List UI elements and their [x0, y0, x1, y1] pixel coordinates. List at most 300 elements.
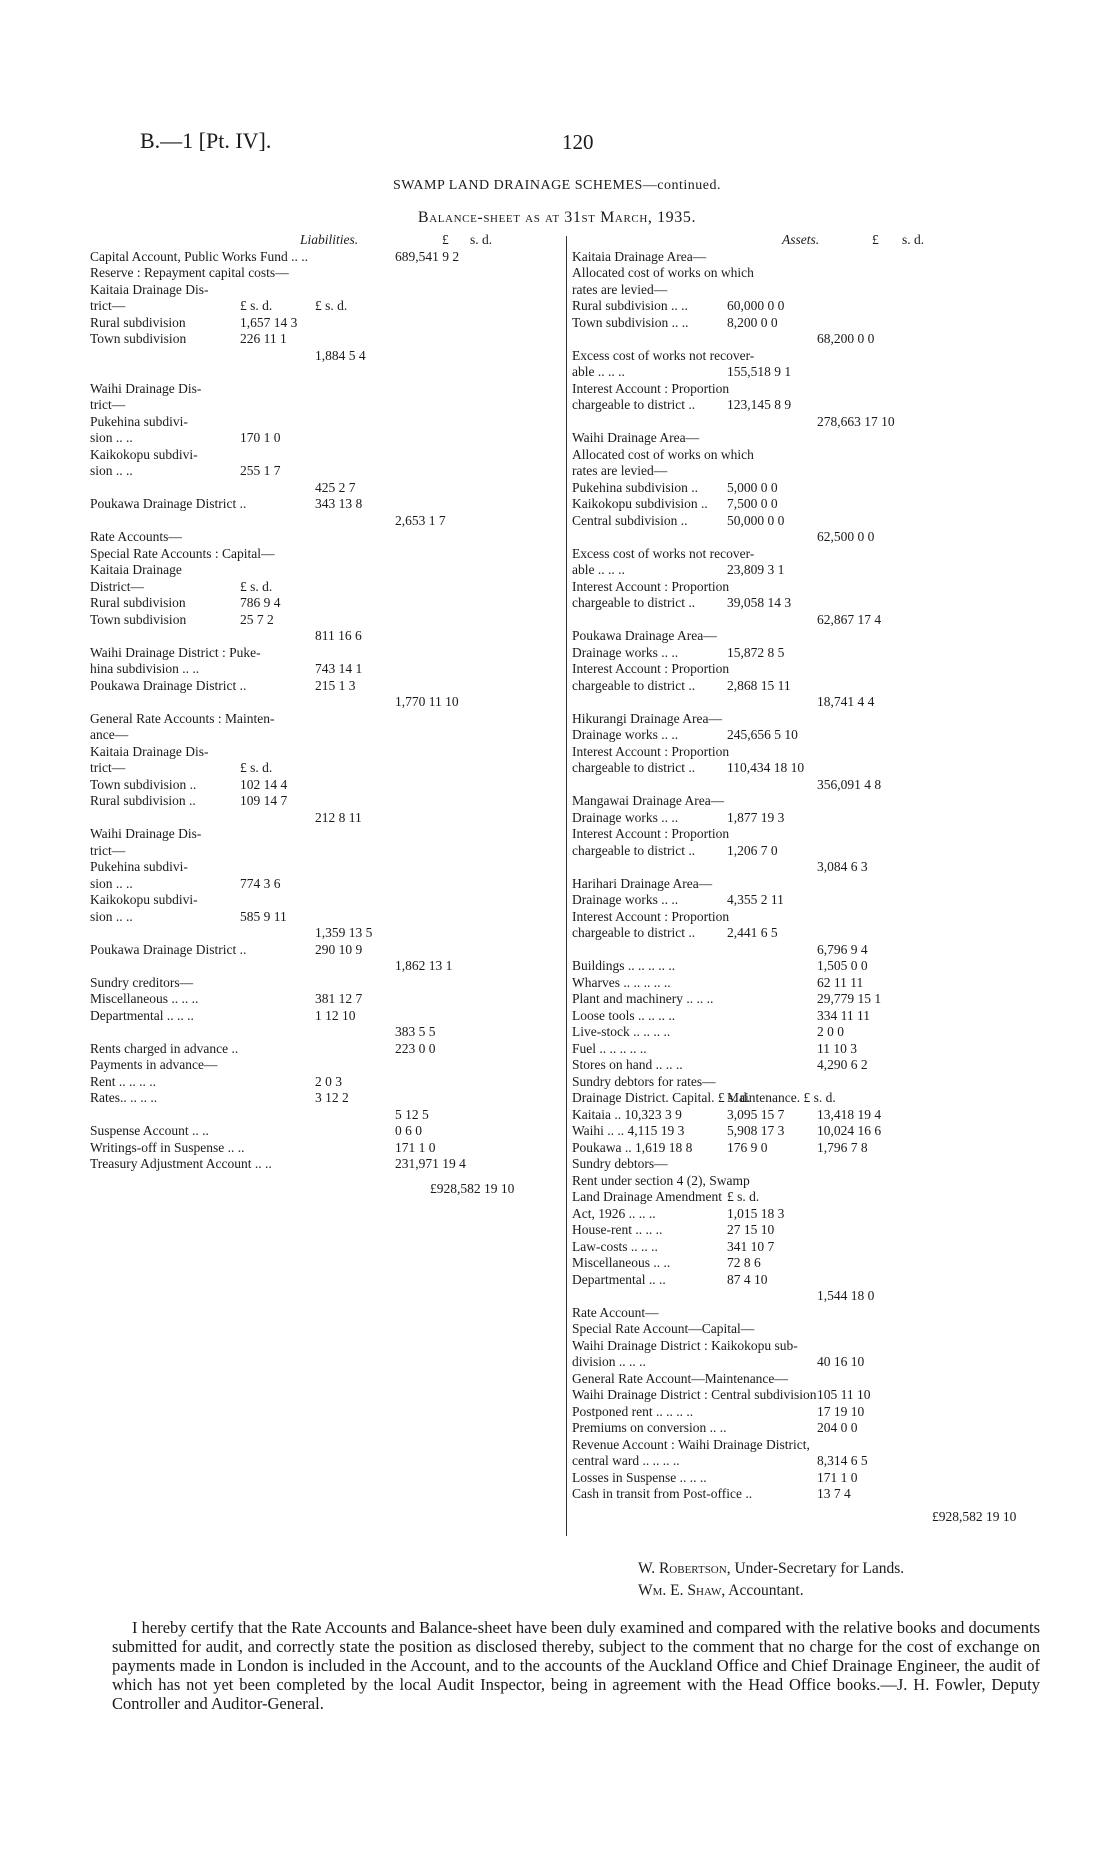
row-subtotal: 13 7 4 — [817, 1486, 851, 1501]
row-total: 5 12 5 — [395, 1106, 429, 1122]
row-label: Act, 1926 .. .. .. — [572, 1205, 656, 1221]
row-inner-amount: 3,095 15 7 — [727, 1106, 785, 1122]
table-row — [572, 942, 1050, 959]
table-row — [90, 975, 568, 992]
row-total: 383 5 5 — [395, 1024, 436, 1039]
table-row — [572, 595, 1050, 612]
table-row — [90, 876, 568, 893]
row-subtotal: 811 16 6 — [315, 628, 362, 643]
table-row — [572, 612, 1050, 629]
row-label: Buildings .. .. .. .. .. — [572, 958, 676, 973]
table-row — [90, 430, 568, 447]
table-row — [572, 579, 1050, 596]
row-label: chargeable to district .. — [572, 760, 696, 775]
table-row — [90, 859, 568, 876]
table-row — [90, 1123, 568, 1140]
sd-header: s. d. — [470, 232, 493, 247]
row-label: Plant and machinery .. .. .. — [572, 991, 714, 1006]
row-label: Postponed rent .. .. .. .. — [572, 1403, 694, 1419]
row-label: trict— — [90, 842, 126, 858]
row-inner-amount: 87 4 10 — [727, 1271, 768, 1287]
table-row — [90, 364, 568, 381]
row-label: Waihi Drainage Dis- — [90, 380, 202, 396]
table-row — [572, 315, 1050, 332]
row-label: Fuel .. .. .. .. .. — [572, 1040, 647, 1056]
table-row — [90, 628, 568, 645]
row-subtotal: 334 11 11 — [817, 1007, 870, 1023]
row-inner-amount: 72 8 6 — [727, 1255, 761, 1270]
row-label: Drainage works .. .. — [572, 809, 679, 825]
row-label: hina subdivision .. .. — [90, 661, 200, 676]
table-row — [90, 909, 568, 926]
row-label: Waihi .. .. 4,115 19 3 — [572, 1123, 685, 1138]
row-label: trict— — [90, 397, 126, 412]
table-row — [90, 1024, 568, 1041]
row-label: Rate Accounts— — [90, 529, 182, 544]
table-row — [572, 381, 1050, 398]
row-label: chargeable to district .. — [572, 842, 696, 858]
table-row — [572, 1057, 1050, 1074]
row-label: House-rent .. .. .. — [572, 1222, 663, 1237]
row-subtotal: 1,505 0 0 — [817, 958, 868, 973]
row-inner-amount: £ s. d. — [240, 578, 273, 594]
table-row — [572, 546, 1050, 563]
row-inner-amount: 50,000 0 0 — [727, 512, 785, 528]
table-row — [572, 1024, 1050, 1041]
table-row — [572, 925, 1050, 942]
row-label: Interest Account : Proportion — [572, 578, 730, 594]
row-label: Interest Account : Proportion — [572, 908, 730, 924]
row-inner-amount: £ s. d. — [240, 760, 273, 775]
row-inner-amount: 226 11 1 — [240, 331, 287, 346]
row-total: 1,770 11 10 — [395, 694, 459, 709]
row-total: 0 6 0 — [395, 1123, 422, 1138]
row-label: Town subdivision .. .. — [572, 314, 689, 330]
assets-total: £928,582 19 10 — [932, 1508, 1017, 1524]
row-label: Town subdivision — [90, 331, 187, 346]
row-label: Rural subdivision .. .. — [572, 298, 688, 313]
assets-heading: Assets. — [782, 232, 820, 247]
table-row — [572, 711, 1050, 728]
row-label: Departmental .. .. — [572, 1271, 666, 1287]
row-label: Waihi Drainage Dis- — [90, 826, 202, 841]
row-subtotal: 2 0 3 — [315, 1073, 342, 1089]
row-inner-amount: 27 15 10 — [727, 1222, 775, 1237]
row-total: 1,862 13 1 — [395, 958, 453, 973]
table-row — [90, 463, 568, 480]
table-row — [90, 579, 568, 596]
row-inner-amount: 60,000 0 0 — [727, 298, 785, 313]
row-inner-amount: 1,877 19 3 — [727, 809, 785, 825]
table-row — [572, 628, 1050, 645]
table-row — [572, 1255, 1050, 1272]
row-inner-amount: 2,441 6 5 — [727, 925, 778, 940]
row-subtotal: 381 12 7 — [315, 991, 363, 1006]
table-row — [90, 480, 568, 497]
table-row — [572, 1354, 1050, 1371]
row-label: Loose tools .. .. .. .. — [572, 1007, 676, 1023]
table-row — [572, 447, 1050, 464]
row-label: General Rate Accounts : Mainten- — [90, 710, 275, 726]
table-row — [572, 1371, 1050, 1388]
row-label: Capital Account, Public Works Fund .. .. — [90, 248, 309, 264]
row-label: Land Drainage Amendment — [572, 1189, 722, 1204]
table-row — [572, 414, 1050, 431]
table-row — [90, 249, 568, 266]
table-row — [90, 546, 568, 563]
row-label: Departmental .. .. .. — [90, 1007, 194, 1023]
table-row — [572, 1090, 1050, 1107]
row-label: chargeable to district .. — [572, 677, 696, 693]
row-label: Rate Account— — [572, 1304, 659, 1320]
row-label: Excess cost of works not recover- — [572, 347, 755, 363]
row-inner-amount: 1,015 18 3 — [727, 1205, 785, 1221]
row-inner-amount: 23,809 3 1 — [727, 562, 785, 577]
table-row — [572, 1206, 1050, 1223]
table-row — [90, 1041, 568, 1058]
liabilities-total: £928,582 19 10 — [430, 1180, 515, 1196]
table-row — [572, 331, 1050, 348]
row-inner-amount: 2,868 15 11 — [727, 677, 791, 693]
row-subtotal: £ s. d. — [315, 298, 348, 313]
table-row — [572, 463, 1050, 480]
pound-header: £ — [872, 232, 879, 247]
row-label: division .. .. .. — [572, 1354, 646, 1369]
table-row — [90, 381, 568, 398]
row-label: sion .. .. — [90, 430, 133, 445]
row-label: Waihi Drainage District : Puke- — [90, 644, 261, 660]
table-row — [572, 727, 1050, 744]
row-label: Allocated cost of works on which — [572, 265, 754, 280]
row-subtotal: 1,544 18 0 — [817, 1288, 875, 1303]
table-row — [572, 562, 1050, 579]
row-label: Kaitaia Drainage — [90, 562, 182, 577]
table-row — [572, 678, 1050, 695]
row-subtotal: 290 10 9 — [315, 941, 363, 957]
table-row — [572, 1453, 1050, 1470]
row-label: Kaitaia .. 10,323 3 9 — [572, 1106, 682, 1122]
row-label: Rent .. .. .. .. — [90, 1073, 156, 1089]
table-row — [572, 826, 1050, 843]
table-row — [572, 1074, 1050, 1091]
table-row — [572, 1239, 1050, 1256]
row-label: sion .. .. — [90, 875, 133, 891]
table-row — [90, 562, 568, 579]
row-label: Premiums on conversion .. .. — [572, 1420, 727, 1435]
table-row — [90, 942, 568, 959]
table-row — [572, 1321, 1050, 1338]
document-reference: B.—1 [Pt. IV]. — [140, 128, 272, 153]
table-row — [572, 1140, 1050, 1157]
table-row — [572, 810, 1050, 827]
table-row — [572, 298, 1050, 315]
row-inner-amount: 245,656 5 10 — [727, 727, 798, 742]
row-label: Central subdivision .. — [572, 512, 688, 528]
row-label: ance— — [90, 727, 129, 742]
assets-column — [572, 232, 1050, 1525]
table-row — [572, 909, 1050, 926]
row-label: Special Rate Account—Capital— — [572, 1321, 755, 1336]
page-number: 120 — [562, 130, 594, 154]
row-inner-amount: 25 7 2 — [240, 611, 274, 627]
table-row — [90, 810, 568, 827]
row-subtotal: 11 10 3 — [817, 1040, 857, 1056]
row-subtotal: 10,024 16 6 — [817, 1123, 882, 1138]
row-subtotal: 2 0 0 — [817, 1024, 844, 1039]
row-subtotal: 62 11 11 — [817, 974, 864, 990]
table-row — [90, 298, 568, 315]
table-row — [572, 496, 1050, 513]
row-label: Excess cost of works not recover- — [572, 545, 755, 561]
table-row — [572, 397, 1050, 414]
table-row — [572, 1404, 1050, 1421]
table-row — [90, 331, 568, 348]
row-label: trict— — [90, 760, 126, 775]
row-subtotal: 62,867 17 4 — [817, 611, 882, 627]
row-label: Payments in advance— — [90, 1057, 218, 1072]
row-subtotal: 212 8 11 — [315, 809, 362, 825]
table-row — [90, 678, 568, 695]
table-row — [572, 249, 1050, 266]
table-row — [90, 694, 568, 711]
row-label: Rural subdivision .. — [90, 793, 196, 808]
row-inner-amount: £ s. d. — [727, 1189, 760, 1204]
table-row — [90, 826, 568, 843]
table-row — [572, 1338, 1050, 1355]
page-title: SWAMP LAND DRAINAGE SCHEMES—continued. — [392, 178, 722, 193]
row-inner-amount: 170 1 0 — [240, 430, 281, 445]
row-subtotal: 6,796 9 4 — [817, 941, 868, 957]
row-subtotal: 356,091 4 8 — [817, 776, 882, 792]
row-subtotal: 18,741 4 4 — [817, 694, 875, 709]
row-inner-amount: 7,500 0 0 — [727, 496, 778, 511]
table-row — [572, 661, 1050, 678]
row-inner-amount: 774 3 6 — [240, 875, 281, 891]
row-label: Wharves .. .. .. .. .. — [572, 974, 671, 990]
row-label: Allocated cost of works on which — [572, 446, 754, 462]
row-label: Town subdivision — [90, 611, 187, 627]
table-row — [90, 1090, 568, 1107]
table-row — [572, 1288, 1050, 1305]
row-label: Kaitaia Drainage Dis- — [90, 281, 209, 297]
table-row — [90, 744, 568, 761]
table-row — [90, 711, 568, 728]
table-row — [90, 1074, 568, 1091]
row-subtotal: 1,359 13 5 — [315, 925, 373, 940]
row-subtotal: 204 0 0 — [817, 1420, 858, 1435]
table-row — [572, 529, 1050, 546]
table-row — [572, 694, 1050, 711]
row-label: able .. .. .. — [572, 364, 625, 379]
table-row — [90, 513, 568, 530]
signatory-title: Accountant. — [728, 1582, 804, 1599]
table-row — [572, 859, 1050, 876]
row-inner-amount: 176 9 0 — [727, 1139, 768, 1155]
table-row — [90, 661, 568, 678]
liabilities-heading: Liabilities. — [300, 232, 359, 247]
row-inner-amount: 255 1 7 — [240, 463, 281, 478]
row-subtotal: 1 12 10 — [315, 1007, 356, 1023]
row-subtotal: 4,290 6 2 — [817, 1057, 868, 1072]
row-subtotal: 343 13 8 — [315, 496, 363, 511]
row-label: Interest Account : Proportion — [572, 380, 730, 396]
table-row — [90, 496, 568, 513]
table-row — [90, 892, 568, 909]
table-row — [572, 1305, 1050, 1322]
row-inner-amount: 4,355 2 11 — [727, 892, 784, 907]
row-label: Stores on hand .. .. .. — [572, 1057, 683, 1072]
row-label: Pukehina subdivision .. — [572, 479, 699, 495]
row-label: Rates.. .. .. .. — [90, 1090, 158, 1105]
row-label: rates are levied— — [572, 281, 668, 297]
table-row — [572, 1123, 1050, 1140]
signatory-title: Under-Secretary for Lands. — [734, 1560, 905, 1577]
row-subtotal: 743 14 1 — [315, 661, 363, 676]
table-row — [572, 1420, 1050, 1437]
row-inner-amount: 341 10 7 — [727, 1238, 775, 1254]
row-label: Harihari Drainage Area— — [572, 875, 713, 891]
row-label: Pukehina subdivi- — [90, 859, 188, 874]
table-row — [572, 645, 1050, 662]
row-label: Poukawa Drainage District .. — [90, 941, 247, 957]
row-label: Sundry debtors— — [572, 1156, 668, 1171]
table-row — [90, 348, 568, 365]
row-subtotal: 278,663 17 10 — [817, 413, 895, 429]
row-label: Writings-off in Suspense .. .. — [90, 1139, 245, 1155]
row-inner-amount: 1,657 14 3 — [240, 314, 298, 330]
row-label: Live-stock .. .. .. .. — [572, 1024, 671, 1039]
row-label: Law-costs .. .. .. — [572, 1238, 658, 1254]
row-subtotal: 3 12 2 — [315, 1090, 349, 1105]
table-row — [572, 744, 1050, 761]
table-row — [90, 991, 568, 1008]
table-row — [90, 793, 568, 810]
row-inner-amount: 102 14 4 — [240, 776, 288, 792]
row-label: Poukawa Drainage Area— — [572, 628, 717, 643]
table-row — [90, 414, 568, 431]
row-subtotal: 1,796 7 8 — [817, 1139, 868, 1155]
row-label: Waihi Drainage Area— — [572, 430, 700, 445]
row-subtotal: 1,884 5 4 — [315, 347, 366, 363]
row-total: 223 0 0 — [395, 1040, 436, 1056]
row-label: chargeable to district .. — [572, 595, 696, 610]
table-row — [572, 282, 1050, 299]
row-label: Drainage works .. .. — [572, 727, 679, 742]
table-row — [572, 1189, 1050, 1206]
table-row — [90, 645, 568, 662]
row-label: able .. .. .. — [572, 562, 625, 577]
row-total: 231,971 19 4 — [395, 1156, 466, 1171]
row-inner-amount: 8,200 0 0 — [727, 314, 778, 330]
row-subtotal: 68,200 0 0 — [817, 331, 875, 346]
table-row — [90, 760, 568, 777]
table-row — [572, 1107, 1050, 1124]
table-row — [90, 1057, 568, 1074]
row-inner-amount: £ s. d. — [240, 298, 273, 313]
row-inner-amount: 110,434 18 10 — [727, 760, 805, 775]
row-label: Kaikokopu subdivi- — [90, 892, 198, 907]
table-row — [572, 892, 1050, 909]
row-label: Poukawa .. 1,619 18 8 — [572, 1139, 693, 1155]
row-label: Miscellaneous .. .. .. — [90, 991, 199, 1006]
table-row — [572, 1486, 1050, 1503]
row-subtotal: 425 2 7 — [315, 479, 356, 495]
signature-shaw — [638, 1582, 804, 1600]
table-row — [572, 430, 1050, 447]
row-inner-amount: 786 9 4 — [240, 595, 281, 610]
row-label: Revenue Account : Waihi Drainage District, — [572, 1436, 810, 1452]
row-label: Cash in transit from Post-office .. — [572, 1486, 753, 1501]
signatory-name: W. Robertson, — [638, 1560, 731, 1577]
signature-robertson — [638, 1560, 904, 1578]
row-label: Drainage District. Capital. £ s. d. — [572, 1090, 751, 1105]
row-label: Drainage works .. .. — [572, 892, 679, 907]
balance-sheet-subtitle: Balance-sheet as at 31st March, 1935. — [417, 209, 697, 226]
row-label: Sundry creditors— — [90, 974, 194, 990]
table-row — [90, 265, 568, 282]
table-row — [572, 760, 1050, 777]
row-subtotal: 13,418 19 4 — [817, 1106, 882, 1122]
row-subtotal: 8,314 6 5 — [817, 1453, 868, 1468]
table-row — [572, 1272, 1050, 1289]
liabilities-column — [90, 232, 568, 1197]
row-subtotal: 105 11 10 — [817, 1387, 871, 1402]
table-row — [572, 1008, 1050, 1025]
row-label: central ward .. .. .. .. — [572, 1453, 680, 1468]
row-label: Kaitaia Drainage Dis- — [90, 743, 209, 759]
row-label: Suspense Account .. .. — [90, 1123, 209, 1138]
pound-header: £ — [442, 232, 449, 247]
liabilities-rows — [90, 249, 568, 1173]
table-row — [572, 1387, 1050, 1404]
audit-certificate — [112, 1618, 1040, 1713]
table-row — [572, 793, 1050, 810]
row-label: Kaikokopu subdivision .. — [572, 496, 708, 511]
row-label: Sundry debtors for rates— — [572, 1073, 716, 1089]
row-label: Reserve : Repayment capital costs— — [90, 265, 289, 280]
table-row — [572, 1156, 1050, 1173]
table-row — [572, 843, 1050, 860]
row-label: Waihi Drainage District : Central subdivision — [572, 1387, 817, 1402]
table-row — [90, 1008, 568, 1025]
table-row — [572, 1173, 1050, 1190]
row-label: District— — [90, 578, 144, 594]
table-row — [572, 265, 1050, 282]
table-row — [90, 595, 568, 612]
row-inner-amount: 109 14 7 — [240, 793, 288, 808]
table-row — [90, 1107, 568, 1124]
table-row — [572, 480, 1050, 497]
row-label: Rural subdivision — [90, 595, 186, 610]
row-label: Special Rate Accounts : Capital— — [90, 545, 275, 561]
table-row — [572, 958, 1050, 975]
row-label: Waihi Drainage District : Kaikokopu sub- — [572, 1337, 798, 1353]
table-row — [572, 876, 1050, 893]
table-row — [90, 282, 568, 299]
row-label: sion .. .. — [90, 908, 133, 924]
table-row — [90, 612, 568, 629]
row-label: Rents charged in advance .. — [90, 1040, 239, 1056]
row-inner-amount: 585 9 11 — [240, 908, 287, 924]
row-label: Interest Account : Proportion — [572, 661, 730, 676]
row-inner-amount: 155,518 9 1 — [727, 364, 792, 379]
table-row — [572, 1041, 1050, 1058]
assets-rows — [572, 249, 1050, 1503]
row-label: Interest Account : Proportion — [572, 826, 730, 841]
table-row — [90, 925, 568, 942]
row-total: 171 1 0 — [395, 1139, 436, 1155]
row-label: chargeable to district .. — [572, 397, 696, 412]
